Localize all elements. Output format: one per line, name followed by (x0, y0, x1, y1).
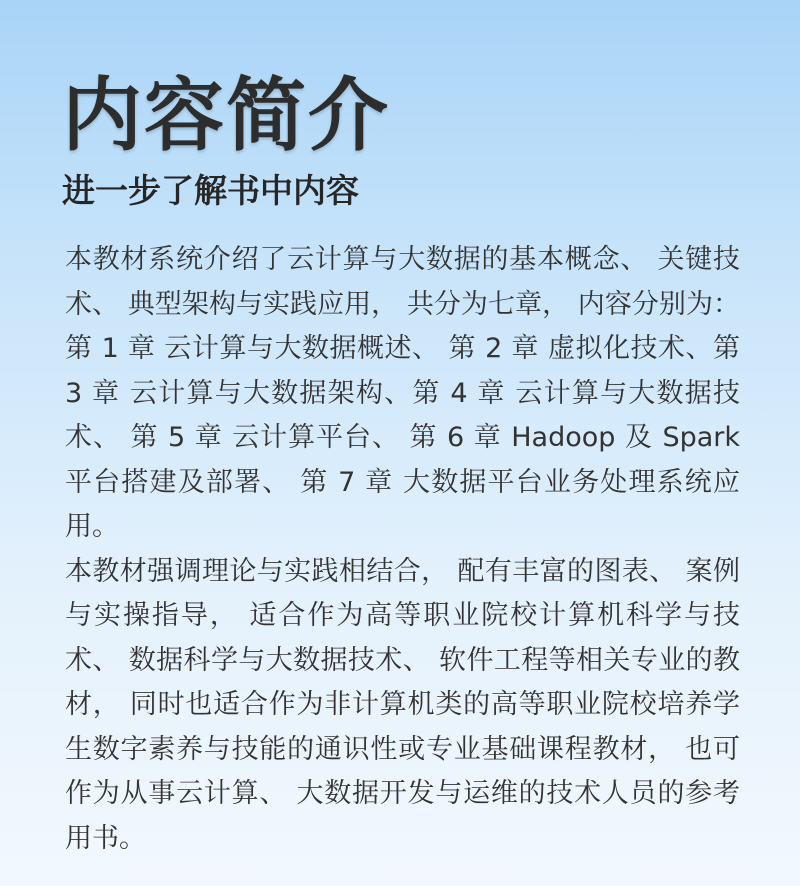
description-paragraph: 本教材强调理论与实践相结合， 配有丰富的图表、 案例与实操指导， 适合作为高等职业院校计算机科学与技术、 数据科学与大数据技术、 软件工程等相关专业的教材， 同时也适合作为非计算机类的高等职业院校培养学生数字素养与技能的通识性或专业基础课程教材， 也可作为从事云计算、 大数据开发与运维的技术人员的参考用书。 (65, 555, 740, 854)
page-title: 内容简介 (62, 69, 390, 162)
book-description (65, 238, 740, 861)
page-subtitle: 进一步了解书中内容 (62, 171, 359, 210)
description-paragraph: 本教材系统介绍了云计算与大数据的基本概念、 关键技术、 典型架构与实践应用， 共分为七章， 内容分别为： 第 1 章 云计算与大数据概述、 第 2 章 虚拟化技术、第 3 章 云计算与大数据架构、第 4 章 云计算与大数据技术、 第 5 章 云计算平台、 第 6 章 Hadoop 及 Spark 平台搭建及部署、 第 7 章 大数据平台业务处理系统应用。 (65, 244, 740, 542)
page-header (62, 68, 390, 212)
